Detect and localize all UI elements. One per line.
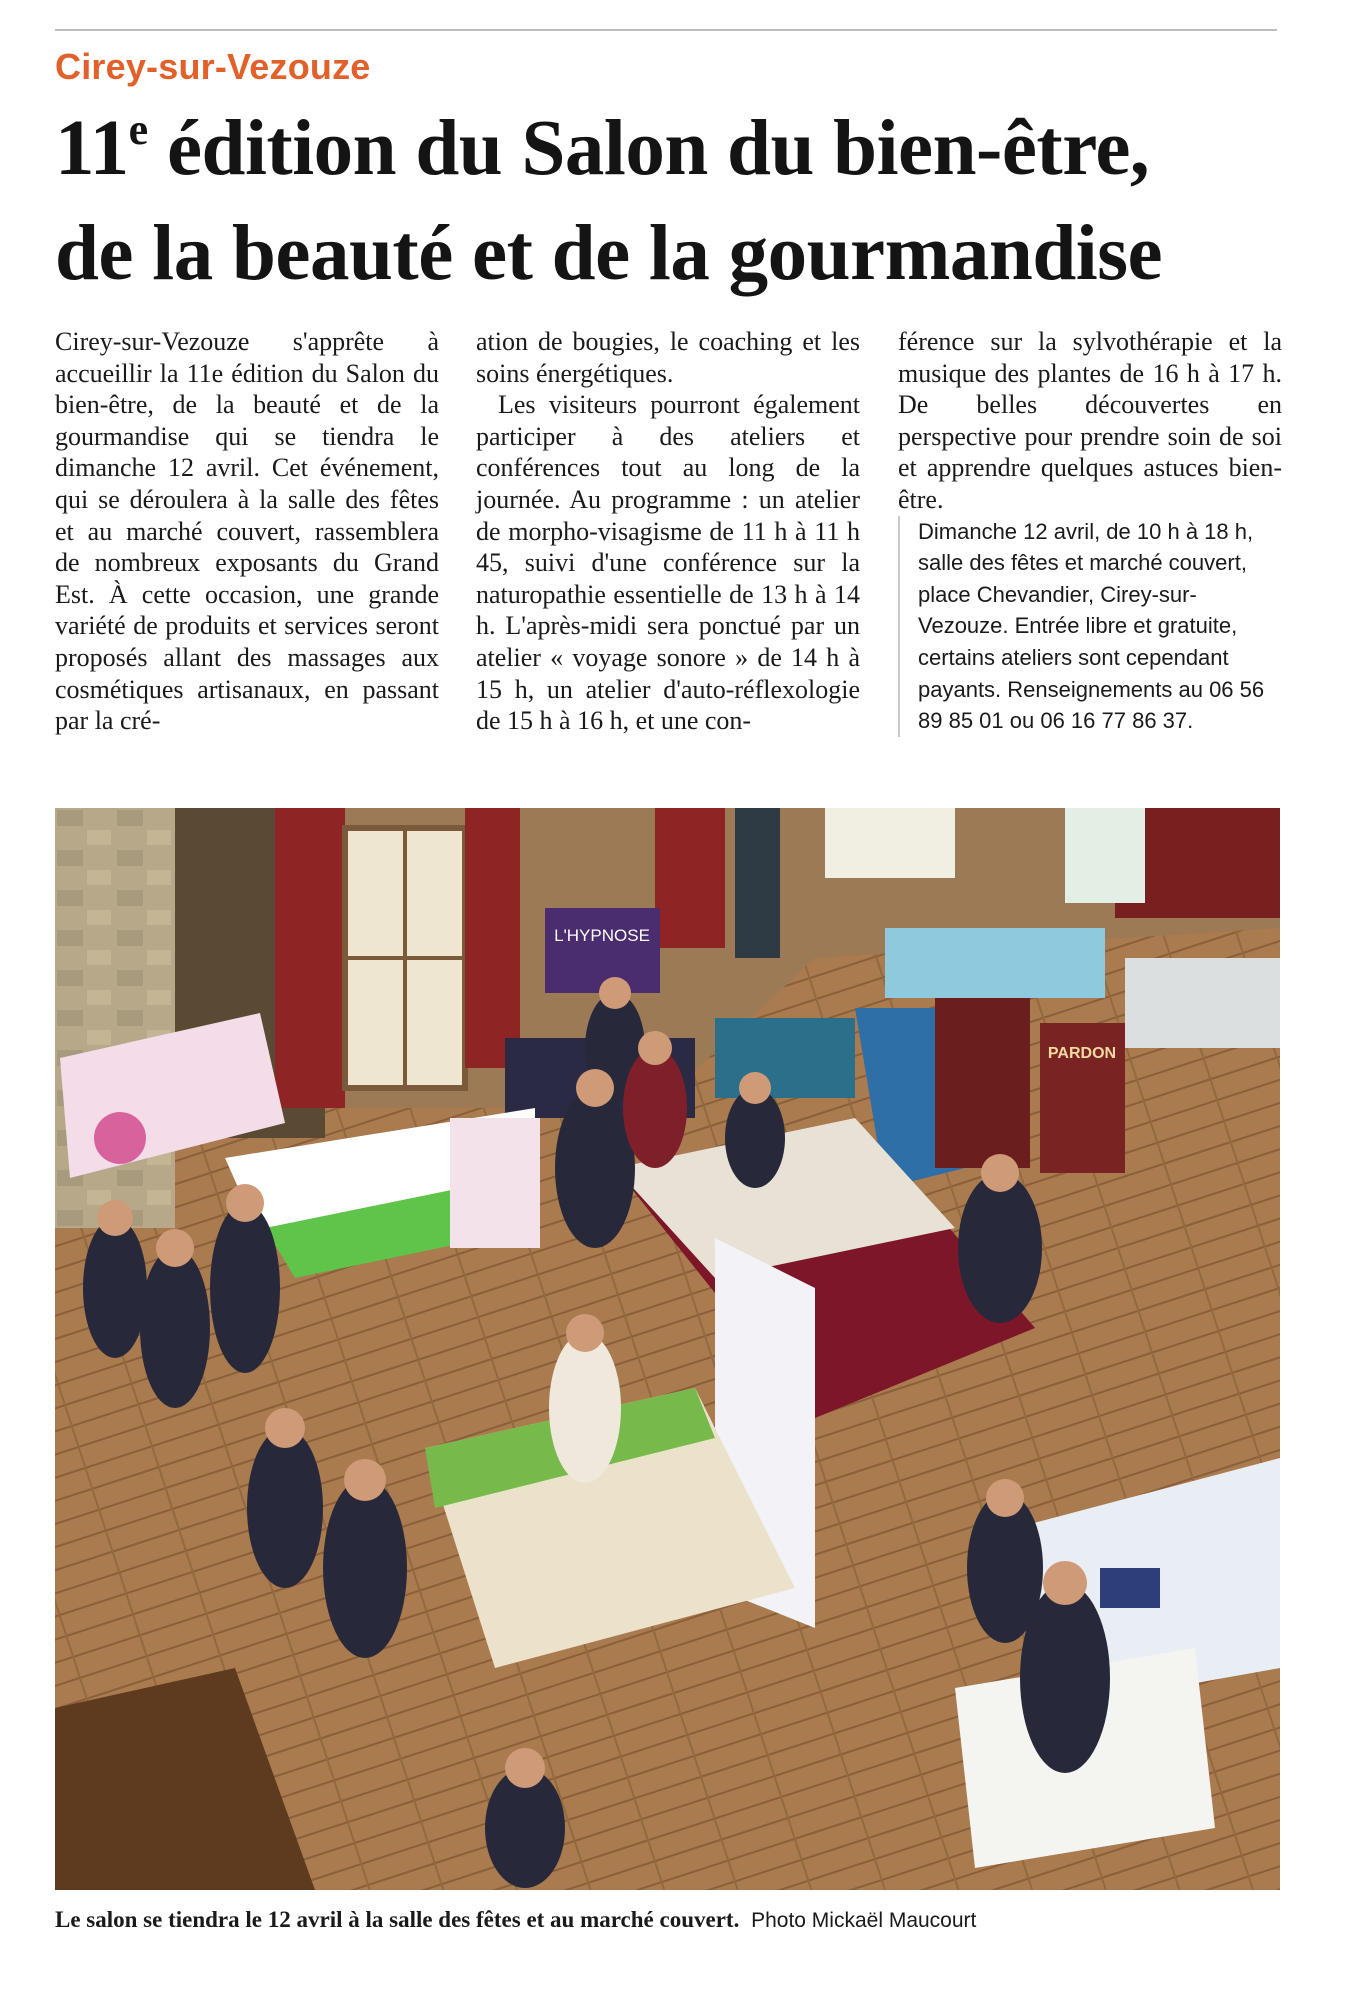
headline-line2: de la beauté et de la gourmandise xyxy=(55,210,1163,297)
event-photo-illustration xyxy=(55,808,1280,1890)
top-rule xyxy=(55,29,1277,31)
headline-line1: édition du Salon du bien-être, xyxy=(147,105,1150,192)
headline-ordinal: 11 xyxy=(55,105,129,192)
photo-credit: Photo Mickaël Maucourt xyxy=(751,1909,977,1932)
photo-caption xyxy=(55,1905,1285,1936)
headline xyxy=(55,102,1295,301)
body-paragraph: Les visiteurs pourront également participer à des ateliers et conférences tout au long de la journée. Au programme : un atelier de morpho-visagisme de 11 h à 11 h 45, suivi d'une conférence sur la naturopathie essentielle de 13 h à 14 h. L'après-midi sera ponctué par un atelier « voyage sonore » de 14 h à 15 h, un atelier d'auto-réflexologie de 15 h à 16 h, et une con- xyxy=(476,390,860,736)
pardon-banner-label: PARDON xyxy=(1047,1045,1117,1062)
body-paragraph: Cirey-sur-Vezouze s'apprête à accueillir la 11e édition du Salon du bien-être, de la beauté et de la gourmandise qui se tiendra le dimanche 12 avril. Cet événement, qui se déroulera à la salle des fêtes et au marché couvert, rassemblera de nombreux exposants du Grand Est. À cette occasion, une grande variété de produits et services seront proposés allant des massages aux cosmétiques artisanaux, en passant par la cré- xyxy=(55,327,439,736)
headline-ordinal-suffix: e xyxy=(128,105,148,154)
practical-info: Dimanche 12 avril, de 10 h à 18 h, salle des fêtes et marché couvert, place Chevandier, Cirey-sur-Vezouze. Entrée libre et gratuite, certains ateliers sont cependant payants. Renseignements au 06 56 89 85 01 ou 06 16 77 86 37. xyxy=(898,516,1282,737)
hypnose-banner-label: L'HYPNOSE xyxy=(554,926,650,945)
event-photo xyxy=(55,808,1280,1890)
section-kicker: Cirey-sur-Vezouze xyxy=(55,46,371,87)
body-column-3 xyxy=(898,326,1282,737)
body-column-1 xyxy=(55,326,439,737)
body-paragraph: ation de bougies, le coaching et les soins énergétiques. xyxy=(476,327,860,388)
body-paragraph: férence sur la sylvothérapie et la musique des plantes de 16 h à 17 h. De belles découvertes en perspective pour prendre soin de soi et apprendre quelques astuces bien-être. xyxy=(898,327,1282,514)
body-column-2 xyxy=(476,326,860,737)
hypnose-banner xyxy=(545,908,660,993)
caption-text: Le salon se tiendra le 12 avril à la salle des fêtes et au marché couvert. xyxy=(55,1907,740,1932)
